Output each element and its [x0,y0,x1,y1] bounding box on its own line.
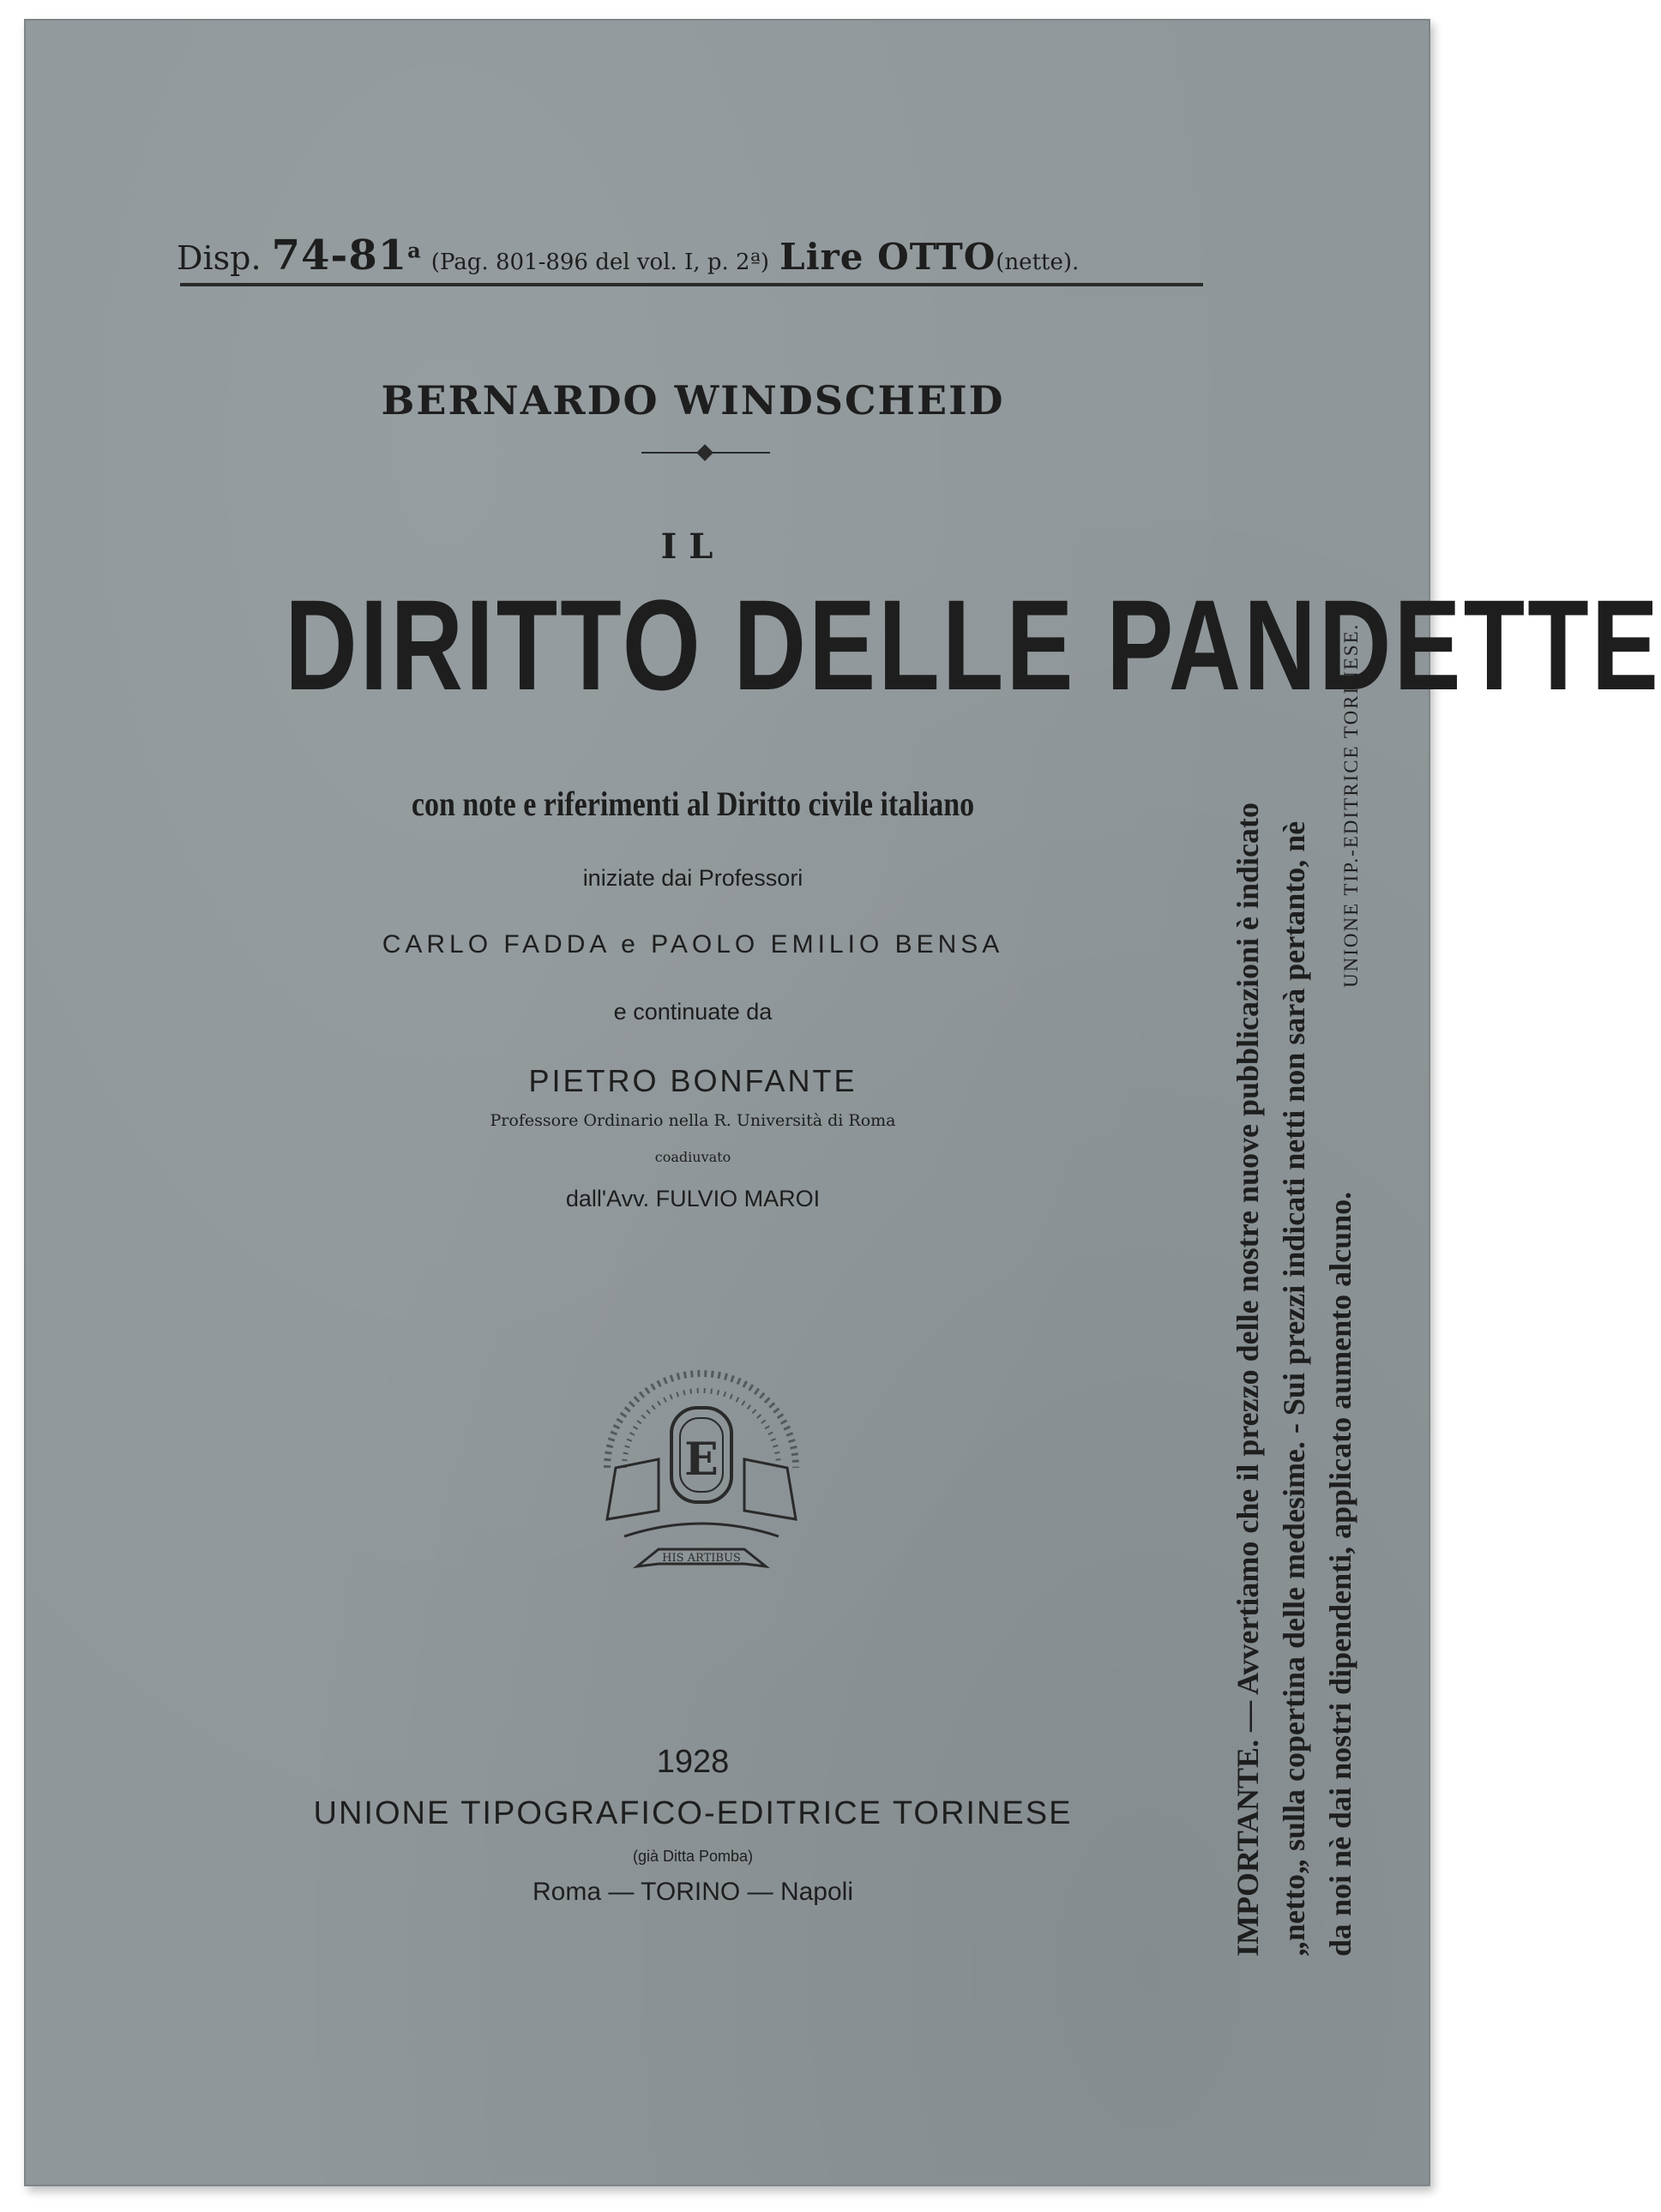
title-article: IL [660,526,725,567]
book-title: DIRITTO DELLE PANDETTE [285,573,1661,717]
pages-note: (Pag. 801-896 del vol. I, p. 2ª) [430,249,770,275]
emblem-motto: HIS ARTIBUS [662,1552,741,1565]
disp-label: Disp. [177,239,262,277]
book-cover [24,19,1661,2186]
emblem-letter: E [684,1434,719,1486]
professors-names: CARLO FADDA e PAOLO EMILIO BENSA [382,930,1004,959]
price-note: (nette). [996,249,1080,275]
notice-line-2: „netto„ sulla copertina delle medesime. - Sui prezzi indicati netti non sarà pertanto, nè [1277,820,1311,1957]
publisher-emblem-icon [573,1339,830,1596]
notice-line-3: da noi nè dai nostri dipendenti, applicato aumento alcuno. [1323,1191,1357,1957]
publisher-cities: Roma — TORINO — Napoli [533,1878,853,1906]
assistant-name: dall'Avv. FULVIO MAROI [565,1186,821,1211]
issue-header [177,231,1079,280]
header-rule [180,283,1203,286]
notice-line-1: IMPORTANTE. — Avvertiamo che il prezzo delle nostre nuove pubblicazioni è indicato [1231,802,1265,1957]
emblem-graphic [573,1339,830,1596]
publisher-formerly: (già Ditta Pomba) [632,1848,754,1865]
disp-suffix: a [407,237,421,263]
printer-imprint [1340,302,1375,988]
book-subtitle: con note e riferimenti al Diritto civile italiano [411,784,975,823]
editor-role: Professore Ordinario nella R. Università di Roma [490,1111,896,1130]
author-name: BERNARDO WINDSCHEID [381,377,1005,424]
editor-name: PIETRO BONFANTE [528,1063,858,1098]
publisher-name: UNIONE TIPOGRAFICO-EDITRICE TORINESE [313,1795,1073,1831]
disp-number: 74-81 [271,231,408,280]
started-by-text: iniziate dai Professori [582,865,803,891]
continued-by-text: e continuate da [613,999,773,1025]
price-label: Lire OTTO [779,236,996,278]
ornament-diamond [696,444,713,461]
side-notice [1214,276,1403,1957]
publication-year: 1928 [656,1744,730,1780]
printer-imprint-text: UNIONE TIP.-EDITRICE TORINESE. [1340,622,1362,988]
assisted-text: coadiuvato [654,1149,731,1165]
